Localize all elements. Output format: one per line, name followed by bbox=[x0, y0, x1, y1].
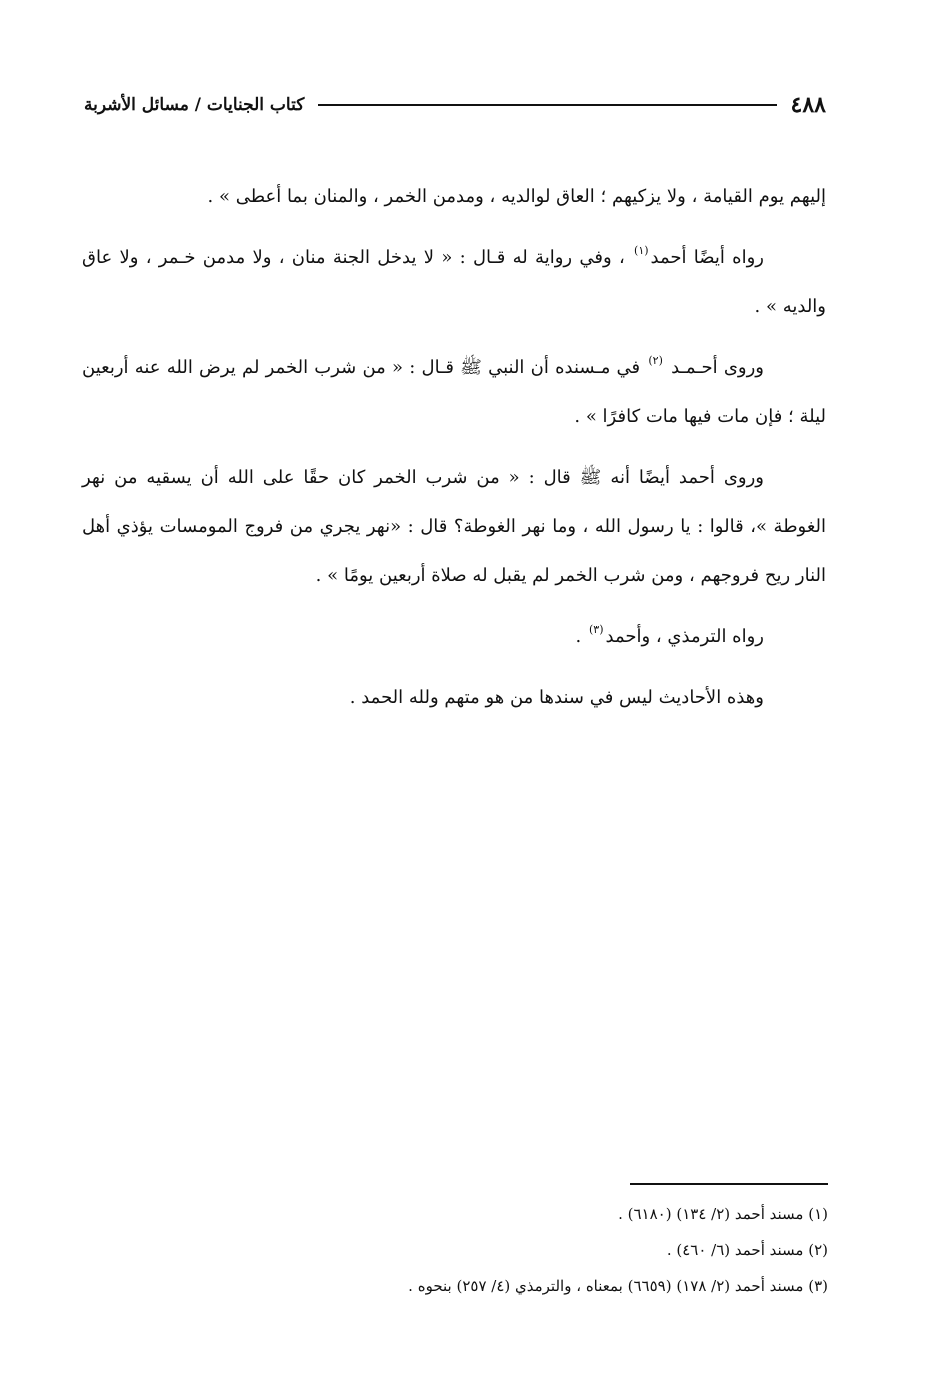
footnote-ref-1[interactable]: (١) bbox=[634, 244, 649, 257]
paragraph-4: وروى أحمد أيضًا أنه ﷺ قال : « من شرب الخمر كان حقًا على الله أن يسقيه من نهر الغوطة »، قالوا : يا رسول الله ، وما نهر الغوطة؟ قال : «نهر يجري من فروج المومسات يؤذي أهل النار ريح فروجهم ، ومن شرب الخمر لم يقبل له صلاة أربعين يومًا » . bbox=[82, 467, 826, 586]
paragraph-6: وهذه الأحاديث ليس في سندها من هو متهم ولله الحمد . bbox=[349, 687, 764, 708]
footnote-separator bbox=[630, 1183, 828, 1185]
header-rule bbox=[318, 104, 776, 106]
footnote-ref-3[interactable]: (٣) bbox=[588, 623, 604, 636]
page-number: ٤٨٨ bbox=[790, 92, 826, 118]
main-text bbox=[82, 172, 826, 734]
footnotes bbox=[82, 1196, 828, 1304]
paragraph-5-text-a: رواه الترمذي ، وأحمد bbox=[605, 626, 764, 647]
footnote-ref-2[interactable]: (٢) bbox=[648, 354, 663, 367]
footnote-1: (١) مسند أحمد (٢/ ١٣٤) (٦١٨٠) . bbox=[618, 1205, 828, 1223]
paragraph-1: إليهم يوم القيامة ، ولا يزكيهم ؛ العاق لوالديه ، ومدمن الخمر ، والمنان بما أعطى » . bbox=[207, 186, 826, 207]
running-header bbox=[84, 88, 826, 122]
paragraph-3-text-a: وروى أحـمـد bbox=[664, 357, 764, 378]
paragraph-3-text-b: في مـسنده أن النبي ﷺ قـال : « من شرب الخمر لم يرض الله عنه أربعين ليلة ؛ فإن مات فيها مات كافرًا » . bbox=[82, 357, 826, 427]
paragraph-2 bbox=[82, 233, 826, 331]
footnote-3: (٣) مسند أحمد (٢/ ١٧٨) (٦٦٥٩) بمعناه ، والترمذي (٤/ ٢٥٧) بنحوه . bbox=[408, 1277, 828, 1295]
paragraph-5 bbox=[82, 612, 826, 661]
running-title: كتاب الجنايات / مسائل الأشربة bbox=[84, 95, 305, 115]
paragraph-2-text-a: رواه أيضًا أحمد bbox=[650, 247, 764, 268]
paragraph-3 bbox=[82, 343, 826, 441]
footnote-2: (٢) مسند أحمد (٦/ ٤٦٠) . bbox=[666, 1241, 828, 1259]
paragraph-2-text-b: ، وفي رواية له قـال : « لا يدخل الجنة منان ، ولا مدمن خـمر ، ولا عاق والديه » . bbox=[82, 247, 826, 317]
paragraph-5-text-b: . bbox=[575, 626, 587, 647]
